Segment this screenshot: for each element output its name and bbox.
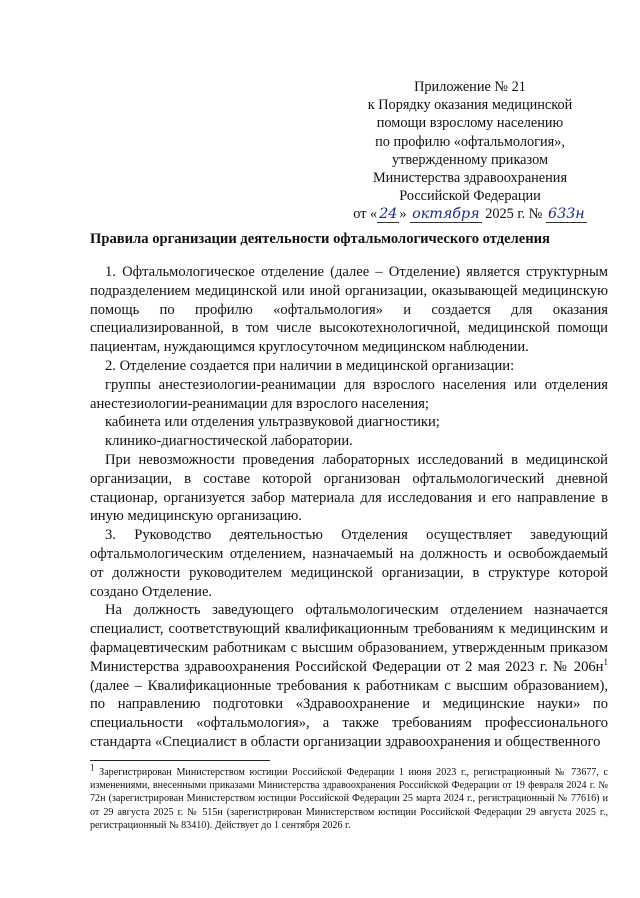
footnote-mark: 1 [90, 762, 95, 773]
handwritten-month: октября [412, 206, 480, 223]
paragraph-part: На должность заведующего офтальмологическим отделением назначается специалист, соответствующий квалификационным требованиям к медицинским и фармацевтическим работникам с высшим образованием, утвержденным приказом Министерства здравоохранения Российской Федерации от 2 мая 2023 г. № 206н [90, 602, 608, 675]
paragraph: 3. Руководство деятельностью Отделения осуществляет заведующий офтальмологическим отделением, назначаемый на должность и освобождаемый от должности руководителем медицинской организации, в структуре которой создано Отделение. [90, 527, 608, 600]
date-mid: » [399, 206, 407, 223]
paragraph-part: (далее – Квалификационные требования к работникам с высшим образованием), по направлению подготовки «Здравоохранение и медицинские науки» по специальности «офтальмология», а также требованиям профессионального стандарта «Специалист в области организации здравоохранения и общественного [90, 677, 608, 750]
header-line: помощи взрослому населению [376, 115, 564, 132]
footnote-divider [90, 760, 270, 761]
handwritten-day: 24 [379, 206, 398, 223]
paragraph: 1. Офтальмологическое отделение (далее – Отделение) является структурным подразделением медицинской или иной организации, оказывающей медицинскую помощь по профилю «офтальмология» и создается для оказания специализированной, в том числе высокотехнологичной, медицинской помощи пациентам, нуждающимся круглосуточном медицинском наблюдении. [90, 264, 608, 356]
footnote-reference: 1 [603, 656, 608, 667]
paragraph: кабинета или отделения ультразвуковой диагностики; [105, 414, 440, 431]
header-line: утвержденному приказом [391, 151, 549, 168]
header-line: по профилю «офтальмология», [375, 133, 565, 150]
header-line: Приложение № 21 [414, 79, 526, 95]
year-text: 2025 г. № [485, 206, 543, 223]
appendix-header [340, 78, 600, 224]
body-text [90, 263, 608, 752]
paragraph: группы анестезиологии-реанимации для взрослого населения или отделения анестезиологии-реанимации для взрослого населения; [90, 376, 608, 412]
paragraph: 2. Отделение создается при наличии в медицинской организации: [105, 357, 515, 374]
date-prefix: от « [353, 206, 378, 223]
order-date-line [340, 205, 600, 223]
header-line: Министерства здравоохранения [372, 170, 568, 187]
paragraph: При невозможности проведения лабораторных исследований в медицинской организации, в составе которой организован офтальмологический дневной стационар, организуется забор материала для исследования и его направление в иную медицинскую организацию. [90, 451, 608, 525]
paragraph-head-qualification [90, 601, 608, 751]
header-line: Российской Федерации [399, 188, 541, 205]
footnote-text: Зарегистрирован Министерством юстиции Российской Федерации 1 июня 2023 г., регистрационный № 73677, с изменениями, внесенными приказами Министерства здравоохранения Российской Федерации от 19 февраля 2024 г. № 72н (зарегистрирован Министерством юстиции Российской Федерации 25 марта 2024 г., регистрационный № 77616) и от 29 августа 2025 г. № 515н (зарегистрирован Министерством юстиции Российской Федерации 29 августа 2025 г., регистрационный № 83410). Действует до 1 сентября 2026 г. [90, 767, 608, 831]
handwritten-order-number: 633н [548, 206, 585, 223]
paragraph: клинико-диагностической лаборатории. [105, 433, 353, 450]
footnote [90, 762, 608, 832]
document-title: Правила организации деятельности офтальмологического отделения [90, 231, 550, 247]
header-line: к Порядку оказания медицинской [367, 97, 573, 114]
